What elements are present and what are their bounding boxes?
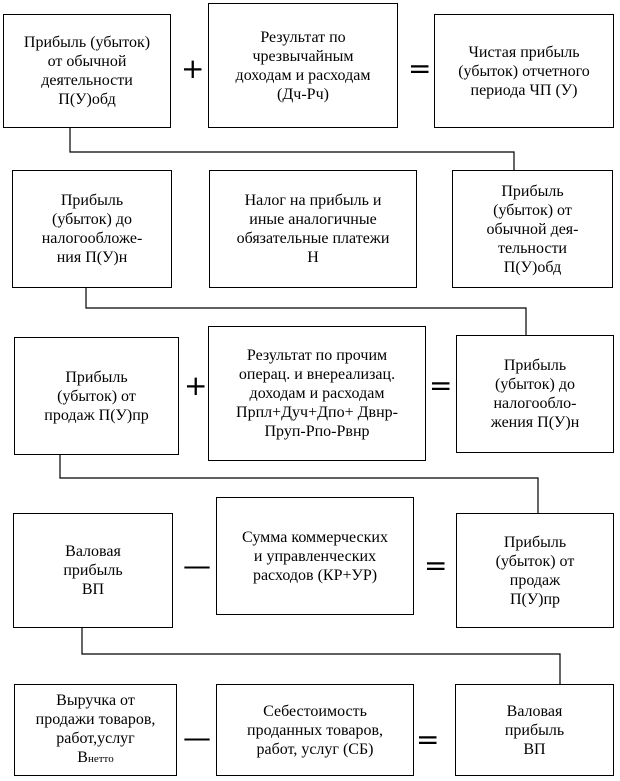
row1-left-box	[3, 14, 171, 128]
text-line: Прибыль	[503, 533, 567, 551]
text-line: Прибыль (убыток)	[23, 34, 151, 51]
text-line: налогообложе-	[41, 230, 143, 247]
text-line: Прибыль	[60, 192, 124, 209]
row4-operator-2: =	[424, 549, 448, 582]
text-line: проданных товаров,	[247, 721, 383, 739]
text-line: доходам и расходам	[235, 66, 371, 84]
text-line-revenue	[77, 748, 113, 769]
text-line: Валовая	[65, 543, 121, 560]
row1-middle-box	[208, 3, 398, 128]
text-line: тельности	[498, 239, 567, 257]
text-line: (убыток) до	[494, 376, 576, 393]
text-line: (убыток) от	[57, 387, 136, 405]
row1-right-box	[434, 14, 614, 128]
text-line: иные аналогичные	[249, 211, 377, 228]
row2-right-box	[452, 170, 613, 288]
text-line: прибыль	[504, 721, 565, 739]
text-line: периода ЧП (У)	[470, 81, 578, 99]
connector-4	[82, 628, 560, 684]
text-line: продаж	[509, 571, 561, 589]
text-line: работ,услуг	[56, 730, 135, 747]
text-line: продажи товаров,	[35, 711, 156, 728]
text-line: налогообло-	[493, 395, 577, 412]
text-line: Налог на прибыль и	[244, 192, 382, 209]
row5-middle-box	[216, 684, 414, 776]
text-line: от обычной	[47, 53, 127, 70]
text-line: Прибыль	[65, 368, 128, 386]
text-line: (убыток) отчетного	[458, 62, 590, 80]
row4-middle-box	[216, 497, 414, 615]
row4-operator-1: —	[183, 549, 211, 582]
row1-operator-1: +	[181, 52, 205, 85]
row2-left-box	[12, 170, 172, 288]
text-line: операц. и внереализац.	[238, 366, 396, 383]
text-line: деятельности	[41, 72, 133, 89]
text-line: работ, услуг (СБ)	[256, 740, 374, 758]
text-line: обязательные платежи	[236, 230, 390, 247]
row5-operator-1: —	[183, 721, 211, 754]
text-line: П(У)пр	[509, 590, 561, 608]
row3-middle-box	[208, 326, 426, 461]
text-line: Прпл+Дуч+Дпо+ Двнр-	[236, 404, 398, 421]
text-line: обычной дея-	[486, 220, 579, 238]
text-line: (убыток) от	[495, 552, 575, 570]
text-line: Валовая	[506, 702, 563, 720]
row5-right-box	[455, 684, 614, 776]
text-line: П(У)обд	[503, 258, 562, 276]
text-line: Себестоимость	[263, 702, 367, 720]
text-line: ВП	[523, 740, 546, 758]
connector-1	[70, 128, 514, 170]
text-line: Н	[307, 249, 319, 266]
text-line: доходам и расходам	[249, 385, 385, 402]
row5-operator-2: =	[416, 723, 440, 756]
text-line: прибыль	[63, 562, 123, 579]
text-line: ния П(У)н	[56, 249, 128, 266]
revenue-subscript: нетто	[87, 753, 114, 765]
row4-right-box	[456, 513, 614, 628]
text-line: Результат по	[260, 28, 346, 46]
text-line: Результат по прочим	[246, 347, 388, 364]
text-line: (убыток) от	[493, 201, 572, 219]
text-line: и управленческих	[253, 547, 377, 565]
row3-right-box	[456, 335, 614, 453]
text-line: (Дч-Рч)	[277, 85, 329, 103]
text-line: П(У)обд	[58, 91, 116, 108]
text-line: Прибыль	[501, 182, 564, 200]
text-line: Прибыль	[503, 357, 567, 374]
text-line: Чистая прибыль	[468, 43, 580, 61]
row4-left-box	[13, 513, 173, 628]
row5-left-box	[14, 684, 177, 776]
row3-operator-1: +	[184, 369, 208, 402]
text-line: Пруп-Рпо-Рвнр	[264, 423, 370, 440]
text-line: Выручка от	[56, 692, 135, 709]
row3-operator-2: =	[429, 369, 453, 402]
text-line: ВП	[81, 581, 105, 598]
text-line: жения П(У)н	[490, 414, 580, 431]
text-line: чрезвычайным	[252, 47, 354, 65]
revenue-symbol: В	[77, 749, 88, 766]
row2-middle-box	[209, 170, 417, 288]
text-line: (убыток) до	[51, 211, 133, 228]
row1-operator-2: =	[408, 52, 432, 85]
text-line: расходов (КР+УР)	[252, 566, 378, 584]
text-line: продаж П(У)пр	[44, 406, 149, 424]
row3-left-box	[14, 337, 179, 455]
text-line: Сумма коммерческих	[242, 528, 388, 546]
